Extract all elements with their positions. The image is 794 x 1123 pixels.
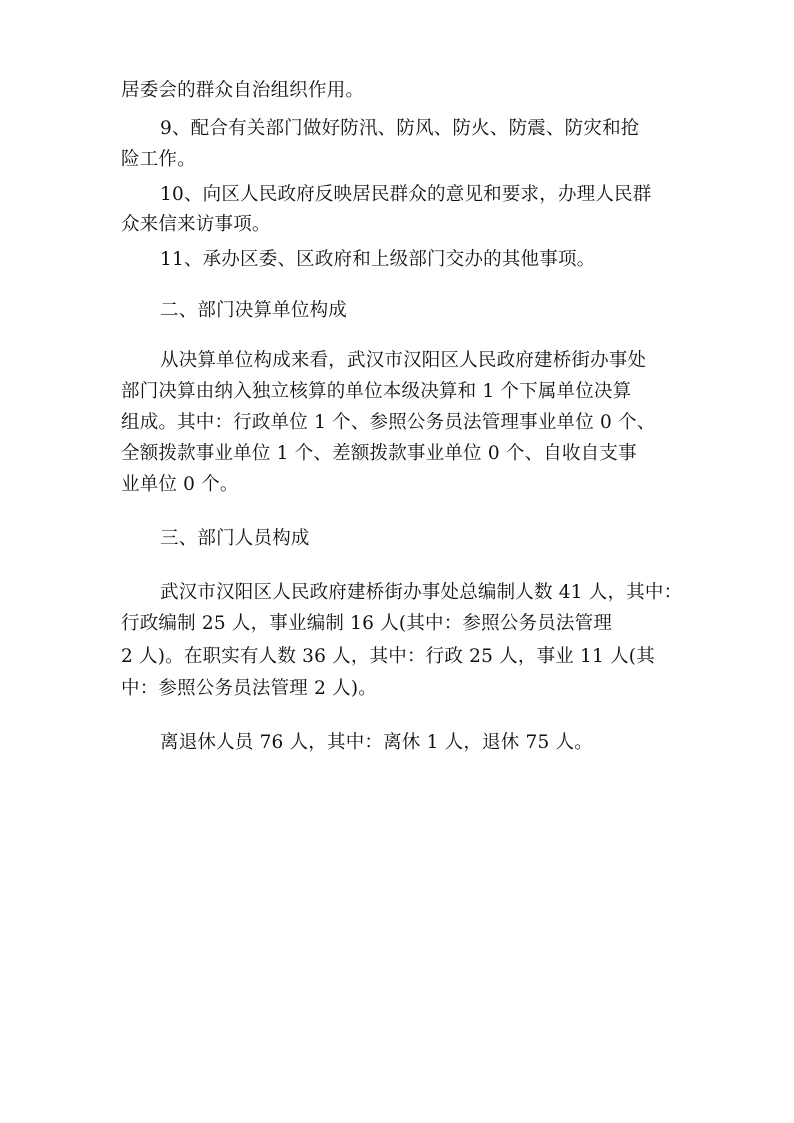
duty-9-line-2: 险工作。 xyxy=(121,149,196,170)
duty-10-line-1: 10、向区人民政府反映居民群众的意见和要求，办理人民群 xyxy=(160,184,652,205)
units-paragraph-line-5: 业单位 0 个。 xyxy=(121,474,239,495)
staff-paragraph-line-2: 行政编制 25 人，事业编制 16 人(其中：参照公务员法管理 xyxy=(121,613,613,634)
units-paragraph-line-3: 组成。其中：行政单位 1 个、参照公务员法管理事业单位 0 个、 xyxy=(121,412,656,433)
section-heading-units: 二、部门决算单位构成 xyxy=(160,300,348,321)
units-paragraph-line-4: 全额拨款事业单位 1 个、差额拨款事业单位 0 个、自收自支事 xyxy=(121,443,637,464)
units-paragraph-line-1: 从决算单位构成来看，武汉市汉阳区人民政府建桥街办事处 xyxy=(160,350,647,371)
duty-10-line-2: 众来信来访事项。 xyxy=(121,214,271,235)
section-heading-staff: 三、部门人员构成 xyxy=(160,528,310,549)
staff-paragraph-line-3: 2 人)。在职实有人数 36 人，其中：行政 25 人，事业 11 人(其 xyxy=(121,646,655,667)
duty-8-continuation: 居委会的群众自治组织作用。 xyxy=(121,80,365,101)
staff-paragraph-line-4: 中：参照公务员法管理 2 人)。 xyxy=(121,678,377,699)
duty-11: 11、承办区委、区政府和上级部门交办的其他事项。 xyxy=(160,249,596,270)
staff-paragraph-line-1: 武汉市汉阳区人民政府建桥街办事处总编制人数 41 人，其中： xyxy=(160,582,683,603)
units-paragraph-line-2: 部门决算由纳入独立核算的单位本级决算和 1 个下属单位决算 xyxy=(121,381,632,402)
duty-9-line-1: 9、配合有关部门做好防汛、防风、防火、防震、防灾和抢 xyxy=(160,118,640,139)
retired-staff-paragraph: 离退休人员 76 人，其中：离休 1 人，退休 75 人。 xyxy=(160,732,593,753)
